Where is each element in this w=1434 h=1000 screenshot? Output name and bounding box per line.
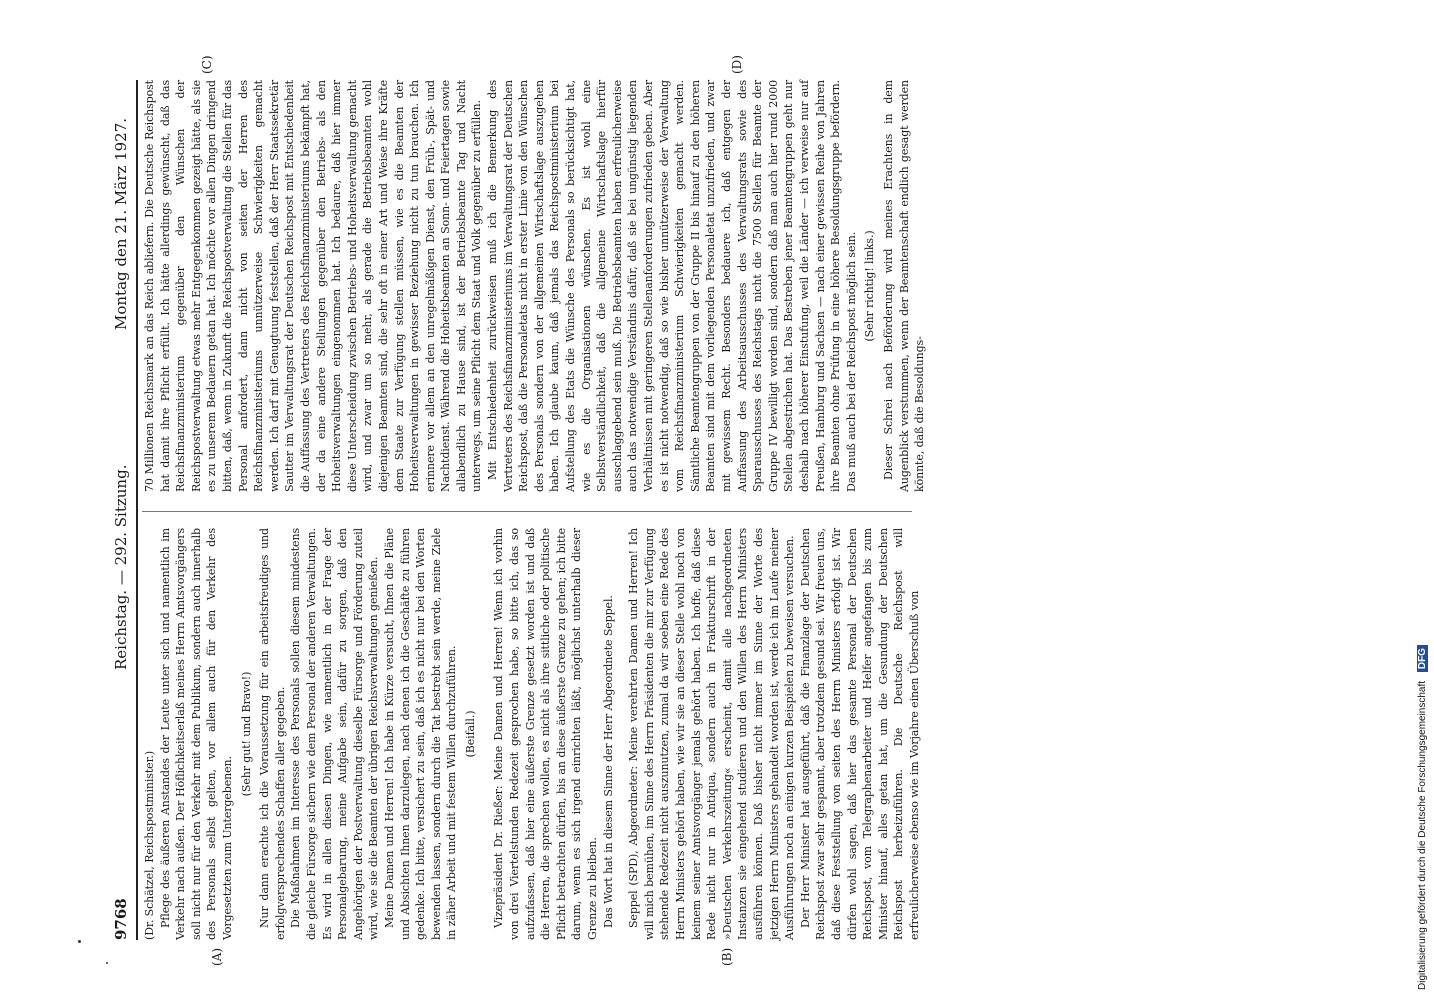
paragraph: Mit Entschiedenheit zurückweisen muß ich die Bemerkung des Vertreters des Reichsfinanzministeriums im Verwaltungsrat der Deutschen Reichspost, daß die Personaletats nicht in erster Linie von den Wünschen des Personals sondern von der allgemeinen Wirtschaftslage auszugehen haben. Ich glaube kaum, daß jemals das Reichspostministerium bei Aufstellung des Etats die Wünsche des Personals so berücksichtigt hat, wie es die Organisationen wünschen. Es ist wohl eine Selbstverständlichkeit, daß die allgemeine Wirtschaftslage hierfür ausschlaggebend sein muß. Die Betriebsbeamten haben erfreulicherweise auch das notwendige Verständnis dafür, daß sie bei ungünstig liegenden Verhältnissen mit geringeren Stellenanforderungen zufrieden geben. Aber es ist nicht notwendig, daß so wie bisher unnützerweise der Verwaltung vom Reichsfinanzministerium Schwierigkeiten gemacht werden. Sämtliche Beamtengruppen von der Gruppe II bis hinauf zu den höheren Beamten sind mit dem vorliegenden Personaletat unzufrieden, und zwar mit gewissem Recht. Besonders bedauere ich, daß entgegen der Auffassung des Arbeitsausschusses des Verwaltungsrats sowie des Sparausschusses des Reichstags nicht die 7500 Stellen für Beamte der Gruppe IV bewilligt worden sind, sondern daß man auch hier rund 2000 Stellen abgestrichen hat. Das Bestreben jener Beamtengruppen geht nur deshalb nach höherer Einstufung, weil die Länder — ich verweise nur auf Preußen, Hamburg und Sachsen — nach einer gewissen Reihe von Jahren ihre Beamten ohne Prüfung in eine höhere Besoldungsgruppe befördern. Das muß auch bei der Reichspost möglich sein. xyxy=(486,80,858,492)
paragraph: Pflege des äußeren Anstandes der Leute unter sich und namentlich im Verkehr nach außen. Der Höflichkeitserlaß meines Herrn Amtsvorgängers soll nicht nur für den Verkehr mit dem Publikum, sondern auch innerhalb des Personals selbst gelten, vor allem auch für den Verkehr des Vorgesetzten zum Untergebenen. xyxy=(158,528,234,940)
rotated-document-page xyxy=(110,55,927,966)
session-title: Reichstag. — 292. Sitzung. xyxy=(112,464,130,670)
paragraph: Seppel (SPD), Abgeordneter: Meine verehrten Damen und Herren! Ich will mich bemühen, im Sinne des Herrn Präsidenten die mir zur Verfügung stehende Redezeit nicht auszunutzen, zumal da wir soeben eine Rede des Herrn Ministers gehört haben, wie wir sie an dieser Stelle wohl noch von keinem seiner Amtsvorgänger jemals gehört haben. Ich hoffe, daß diese Rede nicht nur in Antiqua, sondern auch in Frakturschrift in der »Deutschen Verkehrszeitung« erscheint, damit alle nachgeordneten Instanzen sie eingehend studieren und den Willen des Herrn Ministers ausführen können. Daß bisher nicht immer im Sinne der Worte des jetzigen Herrn Ministers gehandelt worden ist, werde ich im Laufe meiner Ausführungen noch an einigen kurzen Beispielen zu beweisen versuchen. xyxy=(627,528,797,940)
column-divider xyxy=(142,511,912,512)
scan-speck xyxy=(106,962,108,964)
text-column-left xyxy=(142,528,921,940)
margin-marker-a: (A) xyxy=(210,947,224,966)
paragraph: Der Herr Minister hat ausgeführt, daß die Finanzlage der Deutschen Reichspost zwar sehr gespannt, aber trotzdem gesund sei. Wir freuen uns, daß diese Feststellung von seiten des Herrn Ministers erfolgt ist. Wir dürfen wohl sagen, daß hier das gesamte Personal der Deutschen Reichspost, vom Telegraphenarbeiter und Helfer angefangen bis zum Minister hinauf, alles getan hat, um die Gesundung der Deutschen Reichspost herbeizuführen. Die Deutsche Reichspost will erfreulicherweise ebenso wie im Vorjahre einen Überschuß von xyxy=(798,528,921,940)
paragraph: Dieser Schrei nach Beförderung wird meines Erachtens in dem Augenblick verstummen, wenn der Beamtenschaft endlich gesagt werden könnte, daß die Besoldungs- xyxy=(881,80,927,492)
interjection: (Sehr gut! und Bravo!) xyxy=(239,671,253,797)
margin-marker-d: (D) xyxy=(730,55,744,74)
paragraph: Vizepräsident Dr. Rießer: Meine Damen und Herren! Wenn ich vorhin von drei Viertelstunden Redezeit gesprochen habe, so bitte ich, das so aufzufassen, daß hier eine äußerste Grenze gesetzt worden ist und daß die Herren, die sprechen wollen, es nicht als ihre sittliche oder politische Pflicht betrachten dürfen, bis an diese äußerste Grenze zu gehen; ich bitte darum, wenn es sich irgend einrichten läßt, möglichst unterhalb dieser Grenze zu bleiben. xyxy=(492,528,600,940)
interjection: (Sehr richtig! links.) xyxy=(863,230,877,342)
paragraph: Nur dann erachte ich die Voraussetzung für ein arbeitsfreudiges und erfolgversprechendes Schaffen aller gegeben. xyxy=(258,528,287,940)
scan-speck xyxy=(78,940,81,943)
paragraph-gap xyxy=(616,528,626,940)
paragraph: Meine Damen und Herren! Ich habe in Kürze versucht, Ihnen die Pläne und Absichten Ihnen darzulegen, nach denen ich die Geschäfte zu führen gedenke. Ich bitte, versichert zu sein, daß ich es nicht nur bei den Worten bewenden lassen, sondern durch die Tat bestrebt sein werde, meine Ziele in zäher Arbeit und mit festem Willen durchzuführen. xyxy=(382,528,459,940)
paragraph: Die Maßnahmen im Interesse des Personals sollen diesem mindestens die gleiche Fürsorge sichern wie dem Personal der anderen Verwaltungen. Es wird in allen diesen Dingen, wie namentlich in der Frage der Personalgebarung, meine Aufgabe sein, dafür zu sorgen, daß den Angehörigen der Postverwaltung dieselbe Fürsorge und Förderung zuteil wird, wie sie die Beamten der übrigen Reichsverwaltungen genießen. xyxy=(289,528,381,940)
session-date: Montag den 21. März 1927. xyxy=(112,117,130,330)
interjection: (Beifall.) xyxy=(463,710,477,758)
margin-marker-c: (C) xyxy=(200,55,214,74)
digitization-credit xyxy=(1417,10,1431,990)
credit-text: Digitalisierung gefördert durch die Deutsche Forschungsgemeinschaft xyxy=(1417,680,1428,990)
paragraph: 70 Millionen Reichsmark an das Reich abliefern. Die Deutsche Reichspost hat damit ihre Pflicht erfüllt. Ich hätte allerdings gewünscht, daß das Reichsfinanzministerium gegenüber den Wünschen der Reichspostverwaltung etwas mehr Entgegenkommen gezeigt hätte, als sie es zu unserem Bedauern getan hat. Ich möchte vor allen Dingen dringend bitten, daß, wenn in Zukunft die Reichspostverwaltung die Stellen für das Personal anfordert, dann nicht von seiten der Herren des Reichsfinanzministeriums unnützerweise Schwierigkeiten gemacht werden. Ich darf mit Genugtuung feststellen, daß der Herr Staatssekretär Sautter im Verwaltungsrat der Deutschen Reichspost mit Entschiedenheit die Auffassung des Vertreters des Reichsfinanzministeriums bekämpft hat, der da eine andere Stellungen gegenüber den Betriebs- als den Hoheitsverwaltungen eingenommen hat. Ich bedaure, daß hier immer diese Unterscheidung zwischen Betriebs- und Hoheitsverwaltung gemacht wird, und zwar um so mehr, als gerade die Betriebsbeamten wohl diejenigen Beamten sind, die sehr oft in einer Art und Weise ihre Kräfte dem Staate zur Verfügung stellen müssen, wie es die Beamten der Hoheitsverwaltungen in gewisser Beziehung nicht zu tun brauchen. Ich erinnere vor allem an den unregelmäßigen Dienst, den Früh-, Spät- und Nachtdienst. Während die Hoheitsbeamten an Sonn- und Feiertagen sowie allabendlich zu Hause sind, ist der Betriebsbeamte Tag und Nacht unterwegs, um seine Pflicht dem Staat und Volk gegenüber zu erfüllen. xyxy=(143,80,484,492)
margin-marker-b: (B) xyxy=(720,947,734,966)
header-rule xyxy=(136,80,138,940)
text-column-right xyxy=(142,80,927,492)
page-number: 9768 xyxy=(112,898,130,940)
dfg-logo: DFG xyxy=(1417,645,1428,672)
page-header xyxy=(110,80,136,940)
paragraph: (Dr. Schätzel, Reichspostminister.) xyxy=(143,750,156,940)
paragraph-gap xyxy=(481,528,491,940)
paragraph: Das Wort hat in diesem Sinne der Herr Abgeordnete Seppel. xyxy=(601,595,615,928)
